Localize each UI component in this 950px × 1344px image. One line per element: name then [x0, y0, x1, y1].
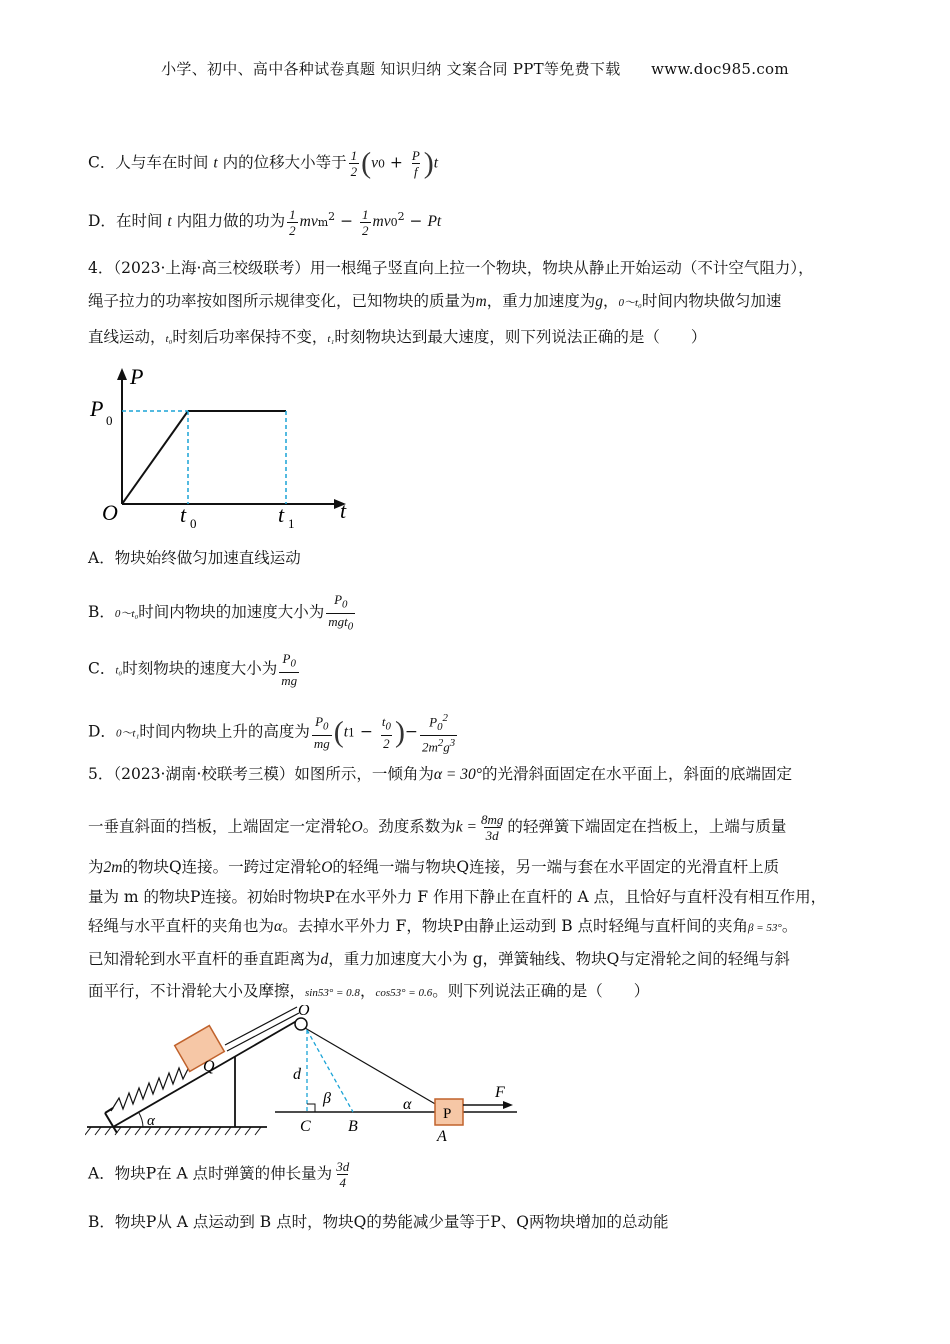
t1-label: t: [278, 502, 285, 527]
q5-stem-line7: 面平行，不计滑轮大小及摩擦，sin53° = 0.8，cos53° = 0.6。则下列说法正确的是（ ）: [88, 982, 650, 1000]
ramp-line: [122, 411, 188, 504]
q4-stem-line1: 4．（2023·上海·高三校级联考）用一根绳子竖直向上拉一个物块，物块从静止开始运动（不计空气阻力），: [88, 259, 814, 277]
q5-stem-line2: 一垂直斜面的挡板，上端固定一定滑轮O。劲度系数为k = $\frac{8mg}{3d}$ 的轻弹簧下端固定在挡板上，上端与质量: [88, 812, 787, 843]
right-angle-mark: [307, 1104, 315, 1112]
b-label: B: [348, 1118, 358, 1135]
q3-option-c: C．人与车在时间 t 内的位移大小等于 $\frac{1}{2}$ (v0 + $\frac{P}{f}$ )t: [88, 146, 439, 180]
t1-sub: 1: [288, 516, 295, 531]
c-label: C: [300, 1118, 311, 1135]
power-time-graph: [88, 360, 358, 532]
q5-stem-line3: 为2m的物块Q连接。一跨过定滑轮O的轻绳一端与物块Q连接，另一端与套在水平固定的光滑直杆上质: [88, 858, 780, 876]
incline-pulley-figure: [85, 1005, 525, 1141]
q5-option-b: B．物块P从 A 点运动到 B 点时，物块Q的势能减少量等于P、Q两物块增加的总动能: [88, 1213, 669, 1231]
q4-option-a: A．物块始终做匀加速直线运动: [88, 549, 301, 567]
origin-label: O: [102, 500, 118, 525]
block-q-label: Q: [203, 1058, 215, 1075]
t-axis-label: t: [340, 498, 347, 523]
pulley-label: O: [298, 1005, 310, 1019]
alpha-label-incline: α: [147, 1113, 155, 1129]
q4-option-d: D．0～t₁时间内物块上升的高度为 $\frac{P_0}{mg}$ (t1 − $\frac{t_0}{2}$ )− $\frac{P_0^2}{2m^2g^3}$: [88, 712, 456, 755]
p0-label: P: [90, 396, 104, 421]
q4-stem-line3: 直线运动，t₀时刻后功率保持不变，t₁时刻物块达到最大速度，则下列说法正确的是（ ）: [88, 328, 707, 346]
q4-stem-line2: 绳子拉力的功率按如图所示规律变化，已知物块的质量为m，重力加速度为g，0～t₀时间内物块做匀加速: [88, 292, 782, 310]
beta-label: β: [323, 1090, 331, 1107]
ground-hatch: [85, 1127, 261, 1135]
q5-stem-line6: 已知滑轮到水平直杆的垂直距离为d，重力加速度大小为 g，弹簧轴线、物块Q与定滑轮之间的轻绳与斜: [88, 950, 790, 968]
q4-option-c: C．t₀时刻物块的速度大小为 $\frac{P_0}{mg}$: [88, 651, 298, 688]
f-label: F: [495, 1084, 505, 1101]
q5-stem-line1: 5．（2023·湖南·校联考三模）如图所示，一倾角为α = 30°的光滑斜面固定在水平面上，斜面的底端固定: [88, 765, 792, 783]
alpha-label-rod: α: [403, 1096, 412, 1113]
block-q: [175, 1026, 225, 1072]
a-label: A: [437, 1128, 447, 1141]
block-p-label: P: [443, 1106, 452, 1122]
t0-sub: 0: [190, 516, 197, 531]
p0-sub: 0: [106, 413, 113, 428]
q5-stem-line4: 量为 m 的物块P连接。初始时物块P在水平外力 F 作用下静止在直杆的 A 点，且恰好与直杆没有相互作用，: [88, 888, 827, 906]
q4-option-b: B．0～t₀时间内物块的加速度大小为 $\frac{P_0}{mgt_0}$: [88, 592, 354, 633]
q5-option-a: A．物块P在 A 点时弹簧的伸长量为 $\frac{3d}{4}$: [88, 1159, 350, 1190]
q5-stem-line5: 轻绳与水平直杆的夹角也为α。去掉水平外力 F，物块P由静止运动到 B 点时轻绳与直杆间的夹角β = 53°。: [88, 917, 798, 935]
p-axis-arrow: [117, 368, 127, 380]
p-axis-label: P: [130, 364, 144, 389]
d-label: d: [293, 1066, 301, 1083]
t0-label: t: [180, 502, 187, 527]
q3-option-d: D．在时间 t 内阻力做的功为 $\frac{1}{2}$ mvm$^2$ − $\frac{1}{2}$ $mv0^2 - Pt$: [88, 206, 442, 238]
page-header: 小学、初中、高中各种试卷真题 知识归纳 文案合同 PPT等免费下载 www.doc985.com: [161, 60, 789, 78]
baffle: [105, 1113, 117, 1133]
